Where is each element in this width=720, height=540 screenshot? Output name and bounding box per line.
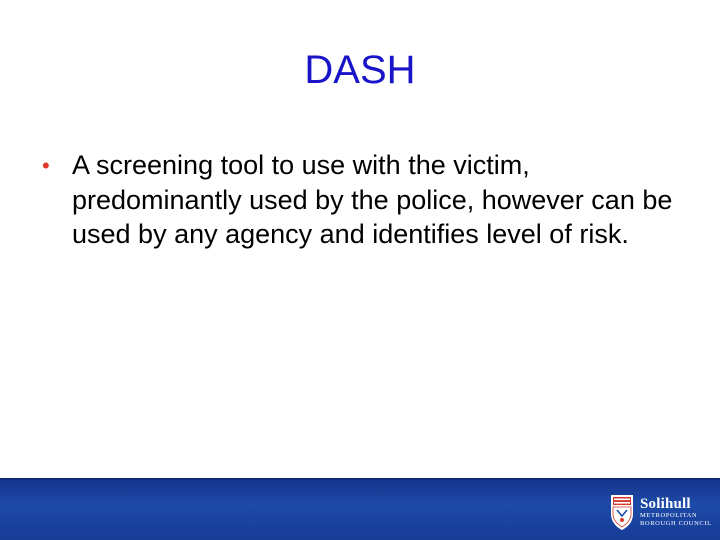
logo-text	[640, 496, 712, 528]
bullet-marker: •	[42, 153, 50, 178]
bullet-text: A screening tool to use with the victim, predominantly used by the police, however can be used by any agency and identifies level of risk.	[72, 150, 673, 249]
council-logo	[608, 490, 714, 534]
solihull-crest-icon	[608, 492, 636, 532]
logo-line-1: METROPOLITAN	[640, 512, 698, 519]
slide-title-text: DASH	[304, 48, 416, 92]
bullet-list	[40, 148, 700, 252]
list-item	[40, 148, 700, 252]
logo-line-2: BOROUGH COUNCIL	[640, 520, 712, 527]
slide-title	[0, 46, 720, 94]
logo-name: Solihull	[640, 496, 691, 512]
